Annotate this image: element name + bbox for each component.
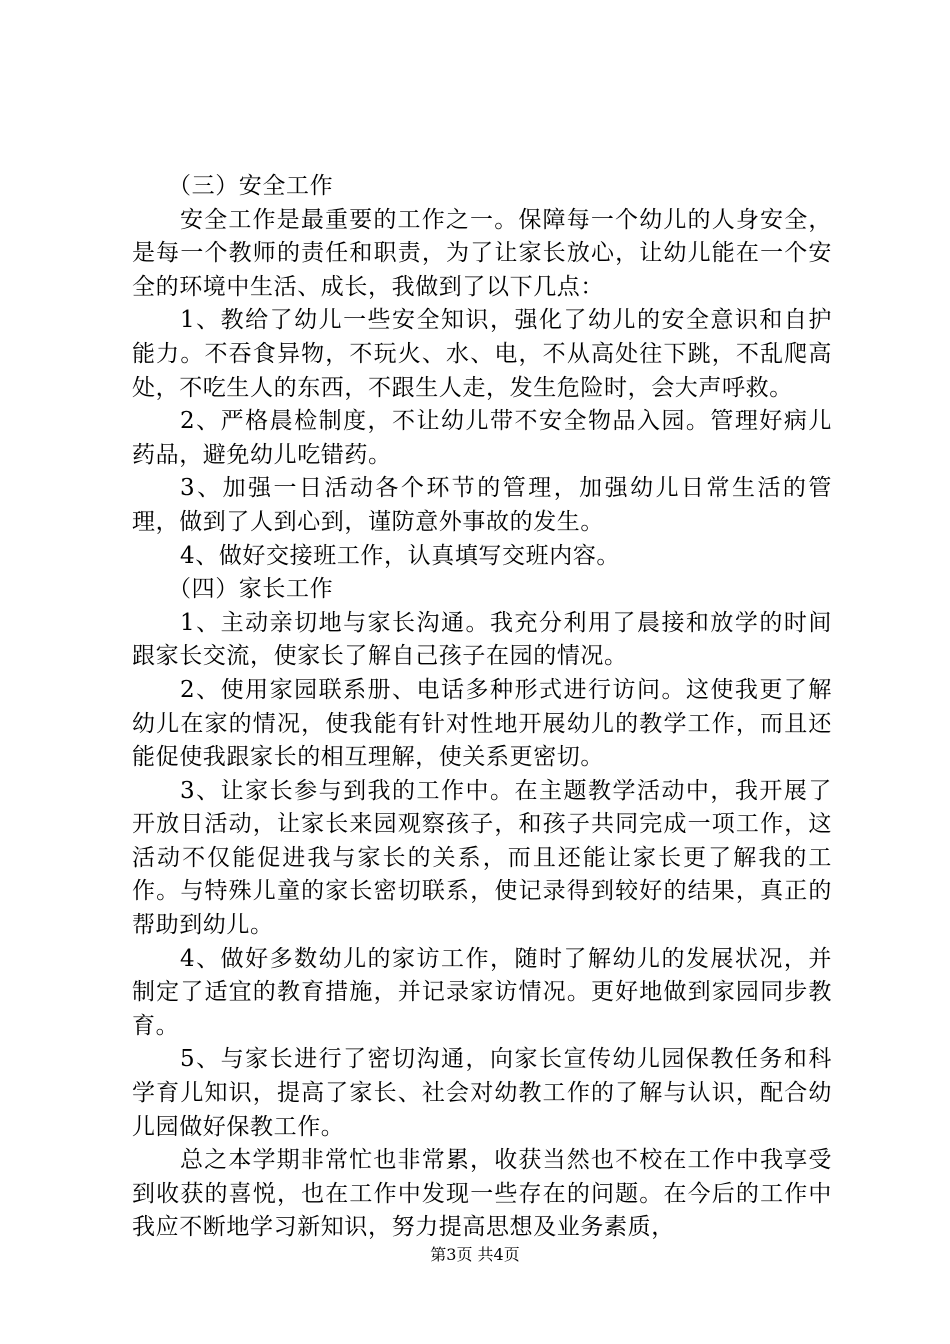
list-item: 5、与家长进行了密切沟通，向家长宣传幼儿园保教任务和科学育儿知识，提高了家长、社会对幼教工作的了解与认识，配合幼儿园做好保教工作。 [132, 1046, 832, 1140]
list-item: 1、主动亲切地与家长沟通。我充分利用了晨接和放学的时间跟家长交流，使家长了解自己孩子在园的情况。 [132, 609, 832, 670]
paragraph: 安全工作是最重要的工作之一。保障每一个幼儿的人身安全，是每一个教师的责任和职责，为了让家长放心，让幼儿能在一个安全的环境中生活、成长，我做到了以下几点： [132, 206, 832, 300]
list-item: 1、教给了幼儿一些安全知识，强化了幼儿的安全意识和自护能力。不吞食异物，不玩火、水、电，不从高处往下跳，不乱爬高处，不吃生人的东西，不跟生人走，发生危险时，会大声呼救。 [132, 307, 832, 401]
summary-paragraph: 总之本学期非常忙也非常累，收获当然也不校在工作中我享受到收获的喜悦，也在工作中发现一些存在的问题。在今后的工作中我应不断地学习新知识，努力提高思想及业务素质， [132, 1147, 832, 1241]
list-item: 3、让家长参与到我的工作中。在主题教学活动中，我开展了开放日活动，让家长来园观察孩子，和孩子共同完成一项工作，这活动不仅能促进我与家长的关系，而且还能让家长更了解我的工作。与特殊儿童的家长密切联系，使记录得到较好的结果，真正的帮助到幼儿。 [132, 777, 832, 939]
document-body [132, 170, 832, 1245]
section-heading-parents: （四）家长工作 [168, 576, 334, 603]
list-item: 3、加强一日活动各个环节的管理，加强幼儿日常生活的管理，做到了人到心到，谨防意外事故的发生。 [132, 475, 832, 535]
page-footer: 第3页 共4页 [430, 1245, 520, 1264]
section-heading-safety: （三）安全工作 [168, 173, 334, 199]
list-item: 2、使用家园联系册、电话多种形式进行访问。这使我更了解幼儿在家的情况，使我能有针对性地开展幼儿的教学工作，而且还能促使我跟家长的相互理解，使关系更密切。 [132, 676, 832, 771]
list-item: 4、做好交接班工作，认真填写交班内容。 [180, 542, 621, 569]
list-item: 4、做好多数幼儿的家访工作，随时了解幼儿的发展状况，并制定了适宜的教育措施，并记录家访情况。更好地做到家园同步教育。 [132, 945, 832, 1039]
list-item: 2、严格晨检制度，不让幼儿带不安全物品入园。管理好病儿药品，避免幼儿吃错药。 [132, 408, 832, 468]
